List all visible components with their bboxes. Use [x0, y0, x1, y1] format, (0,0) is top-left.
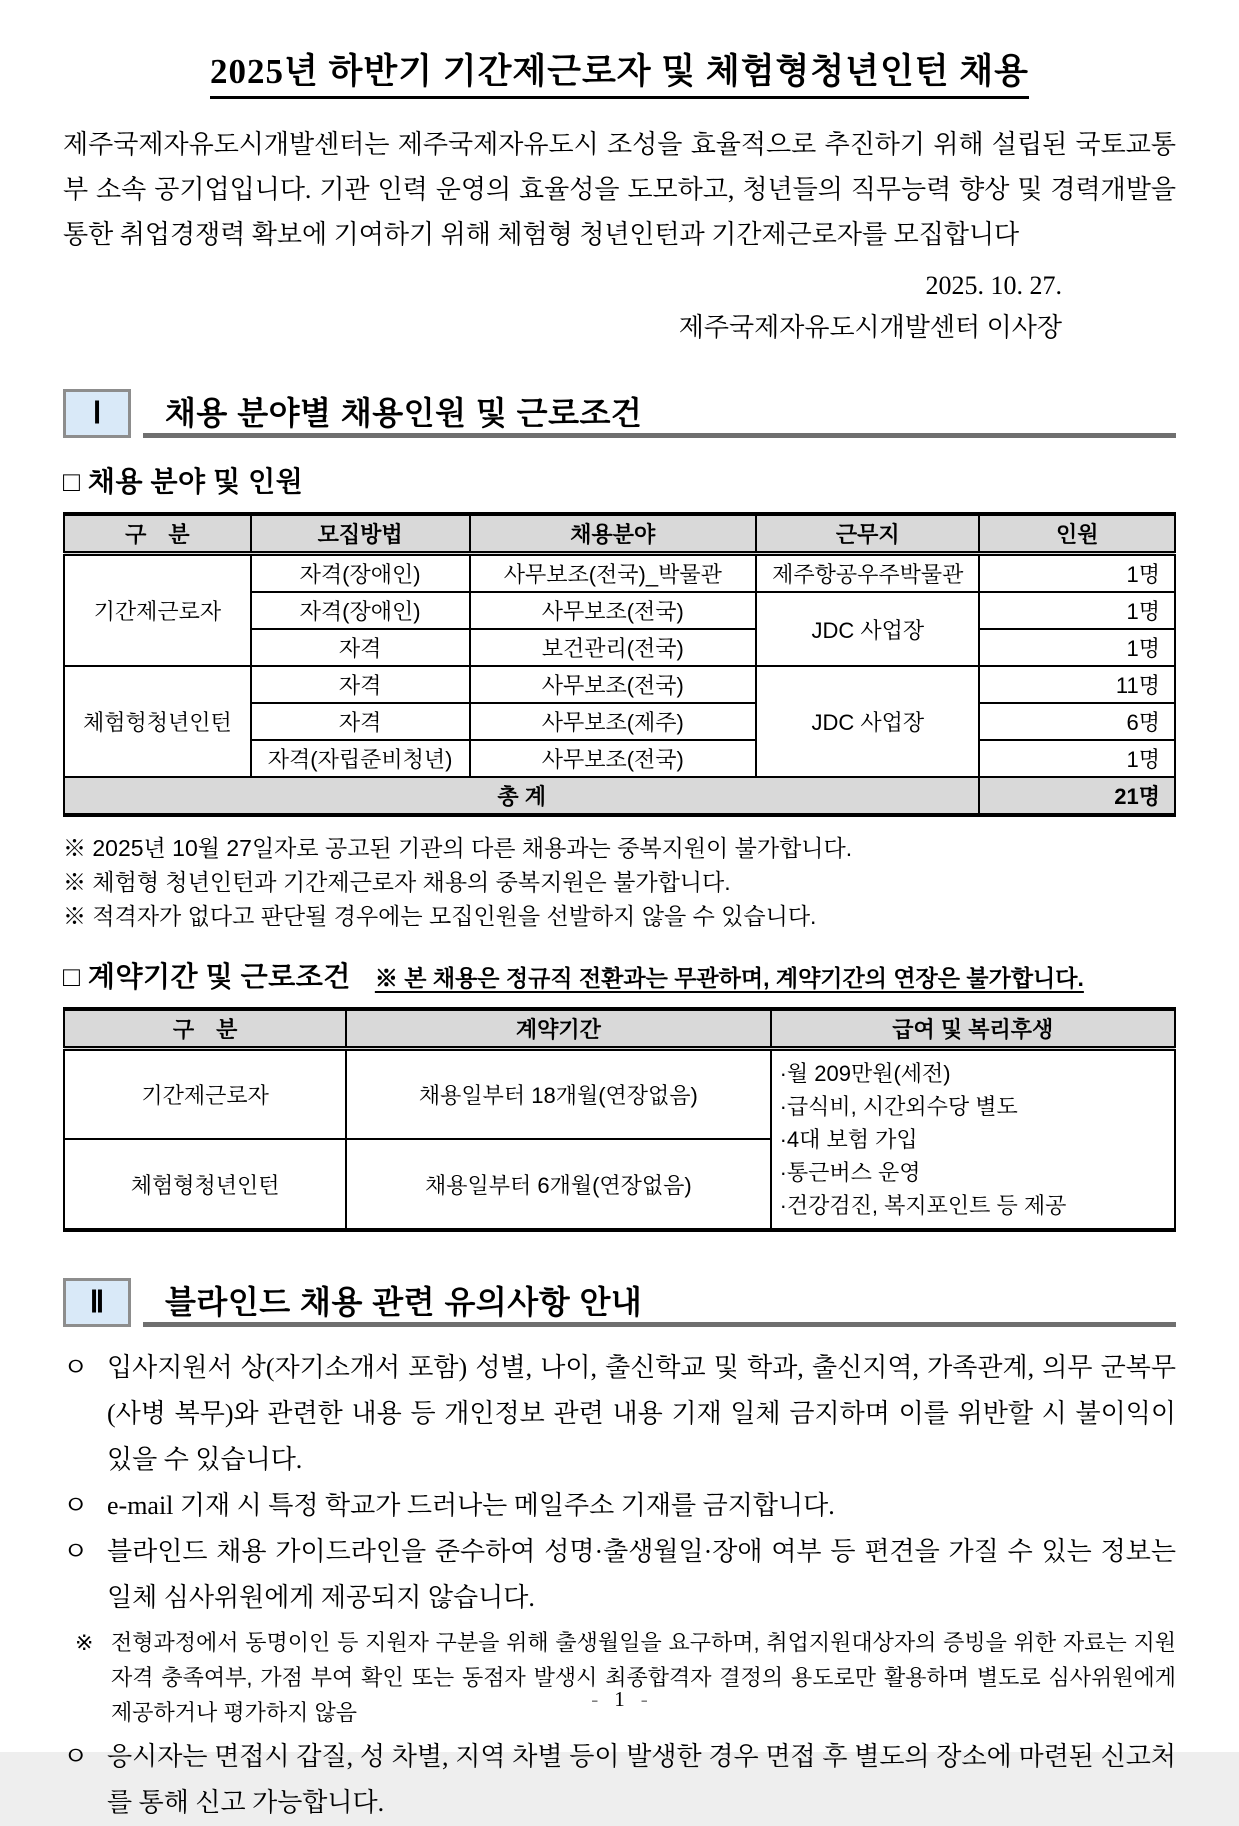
document-title-text: 2025년 하반기 기간제근로자 및 체험형청년인턴 채용 — [210, 52, 1029, 99]
notice-item — [63, 1345, 1176, 1483]
note-line: ※ 적격자가 없다고 판단될 경우에는 모집인원을 선발하지 않을 수 있습니다. — [63, 903, 817, 929]
group-label: 기간제근로자 — [64, 554, 251, 667]
table-cell: 자격(장애인) — [251, 554, 470, 593]
table-cell: 자격 — [251, 666, 470, 703]
column-header: 인원 — [979, 514, 1175, 554]
column-header: 구 분 — [64, 514, 251, 554]
table-cell: 사무보조(전국) — [470, 666, 757, 703]
table-cell: 사무보조(전국)_박물관 — [470, 554, 757, 593]
section-1-number-box: Ⅰ — [63, 389, 131, 438]
intro-paragraph: 제주국제자유도시개발센터는 제주국제자유도시 조성을 효율적으로 추진하기 위해 설립된 국토교통부 소속 공기업입니다. 기관 인력 운영의 효율성을 도모하고, 청년들의 직무능력 향상 및 경력개발을 통한 취업경쟁력 확보에 기여하기 위해 체험형 청년인턴과 기간제근로자를 모집합니다 — [63, 130, 1176, 249]
page-footer — [0, 1687, 1239, 1712]
table-cell: 사무보조(제주) — [470, 703, 757, 740]
table-cell: 체험형청년인턴 — [64, 1139, 346, 1230]
notice-item — [63, 1483, 1176, 1529]
contract-warning-note: ※ 본 채용은 정규직 전환과는 무관하며, 계약기간의 연장은 불가합니다. — [374, 965, 1084, 991]
headcount-cell: 1명 — [979, 740, 1175, 777]
section-2-heading — [63, 1278, 1176, 1327]
total-label: 총 계 — [64, 777, 979, 815]
benefit-line: ·급식비, 시간외수당 별도 — [779, 1094, 1018, 1119]
bullet-marker: ㅇ — [63, 1353, 89, 1382]
section-1-heading — [63, 389, 1176, 438]
notice-item — [63, 1734, 1176, 1826]
table-row — [64, 666, 1175, 703]
column-header: 근무지 — [756, 514, 979, 554]
benefit-line: ·4대 보험 가입 — [779, 1127, 918, 1152]
reference-marker: ※ — [75, 1630, 94, 1655]
table-cell: 채용일부터 18개월(연장없음) — [346, 1049, 770, 1140]
total-row — [64, 777, 1175, 815]
section-2-number-box: Ⅱ — [63, 1278, 131, 1327]
notice-footnote — [75, 1625, 1176, 1730]
table-row — [64, 1049, 1175, 1140]
table-row — [64, 554, 1175, 593]
bullet-marker: ㅇ — [63, 1491, 89, 1520]
table-header-row — [64, 1009, 1175, 1049]
table-cell: 기간제근로자 — [64, 1049, 346, 1140]
headcount-cell: 1명 — [979, 554, 1175, 593]
column-header: 채용분야 — [470, 514, 757, 554]
page-number: 1 — [614, 1687, 625, 1711]
section-1-title: 채용 분야별 채용인원 및 근로조건 — [165, 395, 643, 431]
table-header-row — [64, 514, 1175, 554]
benefit-line: ·통근버스 운영 — [779, 1160, 921, 1185]
benefit-line: ·건강검진, 복지포인트 등 제공 — [779, 1193, 1067, 1218]
table-cell: 채용일부터 6개월(연장없음) — [346, 1139, 770, 1230]
section-2-heading-rule — [143, 1278, 1176, 1327]
note-line: ※ 체험형 청년인턴과 기간제근로자 채용의 중복지원은 불가합니다. — [63, 869, 731, 895]
column-header: 급여 및 복리후생 — [771, 1009, 1175, 1049]
total-headcount: 21명 — [979, 777, 1175, 815]
table-cell: 사무보조(전국) — [470, 740, 757, 777]
column-header: 구 분 — [64, 1009, 346, 1049]
table-cell: 제주항공우주박물관 — [756, 554, 979, 593]
notice-item — [63, 1529, 1176, 1621]
table-cell: JDC 사업장 — [756, 666, 979, 777]
subsection-contract-title: □ 계약기간 및 근로조건 — [63, 962, 351, 993]
headcount-cell: 11명 — [979, 666, 1175, 703]
headcount-cell: 1명 — [979, 629, 1175, 666]
blind-recruitment-notices — [63, 1345, 1176, 1826]
table-cell: JDC 사업장 — [756, 592, 979, 666]
table-cell: 자격 — [251, 629, 470, 666]
headcount-cell: 1명 — [979, 592, 1175, 629]
table-cell: 자격(장애인) — [251, 592, 470, 629]
footer-dash: - — [591, 1687, 599, 1711]
column-header: 계약기간 — [346, 1009, 770, 1049]
table-cell: 보건관리(전국) — [470, 629, 757, 666]
bullet-marker: ㅇ — [63, 1537, 89, 1566]
announcement-meta — [63, 265, 1176, 349]
subsection-contract-heading-row — [63, 955, 1176, 995]
announcement-date: 2025. 10. 27. — [925, 271, 1062, 300]
bullet-marker: ㅇ — [63, 1742, 89, 1771]
notice-text: e-mail 기재 시 특정 학교가 드러나는 메일주소 기재를 금지합니다. — [107, 1491, 835, 1520]
notice-text: 응시자는 면접시 갑질, 성 차별, 지역 차별 등이 발생한 경우 면접 후 별도의 장소에 마련된 신고처를 통해 신고 가능합니다. — [107, 1742, 1176, 1817]
recruitment-notes — [63, 831, 1176, 933]
group-label: 체험헝청년인턴 — [64, 666, 251, 777]
section-1-heading-rule — [143, 389, 1176, 438]
benefit-line: ·월 209만원(세전) — [779, 1061, 951, 1086]
issuer-name: 제주국제자유도시개발센터 이사장 — [678, 313, 1062, 342]
subsection-recruit-fields-title: □ 채용 분야 및 인원 — [63, 467, 304, 498]
footnote-text: 전형과정에서 동명이인 등 지원자 구분을 위해 출생월일을 요구하며, 취업지원대상자의 증빙을 위한 자료는 지원 자격 충족여부, 가점 부여 확인 또는 동점자 발생시 최종합격자 결정의 용도로만 활용하며 별도로 심사위원에게 제공하거나 평가하지 않음 — [111, 1630, 1176, 1725]
table-cell: 자격(자립준비청년) — [251, 740, 470, 777]
column-header: 모집방법 — [251, 514, 470, 554]
notice-text: 블라인드 채용 가이드라인을 준수하여 성명·출생월일·장애 여부 등 편견을 가질 수 있는 정보는 일체 심사위원에게 제공되지 않습니다. — [107, 1537, 1176, 1612]
notice-text: 입사지원서 상(자기소개서 포함) 성별, 나이, 출신학교 및 학과, 출신지역, 가족관계, 의무 군복무 (사병 복무)와 관련한 내용 등 개인정보 관련 내용 기재 일체 금지하며 이를 위반할 시 불이익이 있을 수 있습니다. — [107, 1353, 1176, 1474]
document-title — [63, 44, 1176, 94]
recruitment-table — [63, 512, 1176, 817]
contract-conditions-table — [63, 1007, 1176, 1232]
note-line: ※ 2025년 10월 27일자로 공고된 기관의 다른 채용과는 중복지원이 불가합니다. — [63, 835, 853, 861]
table-cell: 자격 — [251, 703, 470, 740]
headcount-cell: 6명 — [979, 703, 1175, 740]
benefits-cell — [771, 1049, 1175, 1231]
section-2-title: 블라인드 채용 관련 유의사항 안내 — [165, 1284, 643, 1320]
table-cell: 사무보조(전국) — [470, 592, 757, 629]
footer-dash: - — [640, 1687, 648, 1711]
